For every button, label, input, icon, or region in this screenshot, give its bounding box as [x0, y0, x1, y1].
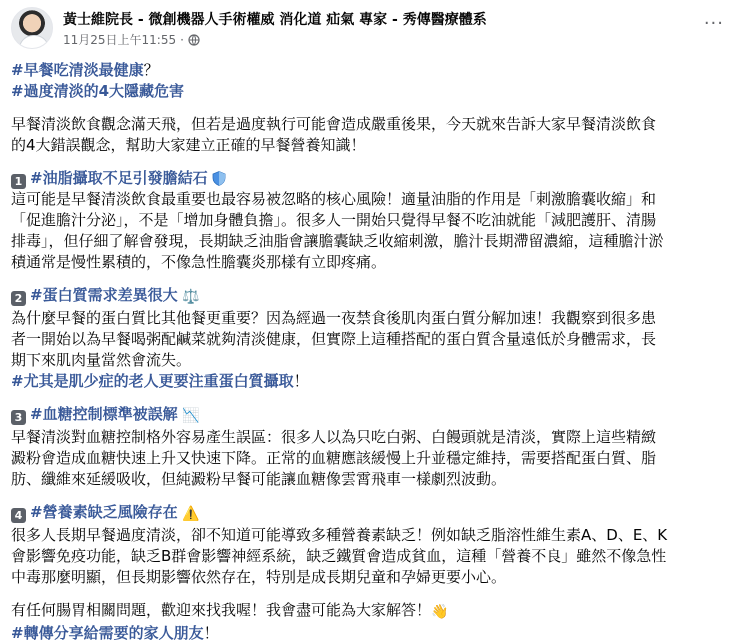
text-line: 「促進膽汁分泌」，不是「增加身體負擔」。很多人一開始只覺得早餐不吃油就能「減肥護肝、清腸: [11, 211, 657, 229]
keycap-3-icon: 3: [11, 410, 26, 425]
section-3: [11, 404, 727, 490]
section-2: [11, 285, 727, 392]
warning-icon: ⚠️: [182, 506, 200, 522]
avatar[interactable]: [11, 7, 53, 49]
shield-icon: [212, 171, 226, 186]
closing: [11, 600, 727, 644]
post-timestamp[interactable]: 11月25日上午11:55: [63, 33, 177, 47]
section-4: [11, 502, 727, 588]
intro-hashtags: [11, 60, 727, 102]
keycap-2-icon: 2: [11, 291, 26, 306]
hashtag-section-1[interactable]: #油脂攝取不足引發膽結石: [30, 169, 208, 187]
hashtag-share[interactable]: #轉傳分享給需要的家人朋友: [11, 624, 204, 642]
globe-icon[interactable]: [188, 34, 200, 46]
hashtag-breakfast-light[interactable]: #早餐吃清淡最健康: [11, 61, 144, 79]
closing-text: 有任何腸胃相關問題，歡迎來找我喔！我會盡可能為大家解答！: [11, 601, 432, 619]
author-name[interactable]: 黃士維院長 - 微創機器人手術權威 消化道 疝氣 專家 - 秀傳醫療體系: [63, 12, 487, 28]
text-line: 積通常是慢性累積的，不像急性膽囊炎那樣有立即疼痛。: [11, 253, 387, 271]
intro-paragraph: [11, 114, 727, 156]
text-line: 為什麼早餐的蛋白質比其他餐更重要？因為經過一夜禁食後肌肉蛋白質分解加速！我觀察到很多患: [11, 309, 657, 327]
text-line: 早餐清淡對血糖控制格外容易產生誤區：很多人以為只吃白粥、白饅頭就是清淡，實際上這些精緻: [11, 428, 657, 446]
text-line: 早餐清淡飲食觀念滿天飛，但若是過度執行可能會造成嚴重後果，今天就來告訴大家早餐清淡飲食: [11, 115, 657, 133]
exclamation: ！: [293, 372, 309, 390]
scales-icon: ⚖️: [182, 289, 200, 305]
keycap-1-icon: 1: [11, 174, 26, 189]
text-line: 者一開始以為早餐喝粥配鹹菜就夠清淡健康，但實際上這種搭配的蛋白質含量遠低於身體需求，長: [11, 330, 657, 348]
hashtag-hidden-harms[interactable]: #過度清淡的4大隱藏危害: [11, 82, 185, 100]
closing-exclamation: ！: [203, 624, 219, 642]
keycap-4-icon: 4: [11, 508, 26, 523]
text-line: 排毒」，但仔細了解會發現，長期缺乏油脂會讓膽囊缺乏收縮刺激，膽汁長期滯留濃縮，這種膽汁淤: [11, 232, 664, 250]
text-line: 會影響免疫功能，缺乏B群會影響神經系統，缺乏鐵質會造成貧血，這種「營養不良」雖然不像急性: [11, 547, 667, 565]
text-line: 澱粉會造成血糖快速上升又快速下降。正常的血糖應該緩慢上升並穩定維持，需要搭配蛋白質、脂: [11, 449, 657, 467]
post-header: [11, 7, 726, 51]
hashtag-section-2[interactable]: #蛋白質需求差異很大: [30, 286, 178, 304]
post-meta: [63, 31, 200, 48]
section-1: [11, 168, 727, 273]
more-options-icon[interactable]: ···: [703, 13, 724, 34]
hashtag-section-3[interactable]: #血糖控制標準被誤解: [30, 405, 178, 423]
text-line: 中毒那麼明顯，但長期影響依然存在，特別是成長期兒童和孕婦更要小心。: [11, 568, 507, 586]
text-line: 的4大錯誤觀念，幫助大家建立正確的早餐營養知識！: [11, 136, 366, 154]
text-line: 期下來肌肉量當然會流失。: [11, 351, 192, 369]
hashtag-section-4[interactable]: #營養素缺乏風險存在: [30, 503, 178, 521]
chart-icon: 📉: [182, 408, 200, 424]
text-line: 肪、纖維來延緩吸收，但純澱粉早餐可能讓血糖像雲霄飛車一樣劇烈波動。: [11, 470, 507, 488]
hashtag-sarcopenia[interactable]: #尤其是肌少症的老人更要注重蛋白質攝取: [11, 372, 294, 390]
post-body: [11, 60, 727, 644]
text-line: 這可能是早餐清淡飲食最重要也最容易被忽略的核心風險！適量油脂的作用是「刺激膽囊收縮」和: [11, 190, 657, 208]
waving-hand-icon: 👋: [431, 604, 449, 620]
question-mark: ？: [143, 61, 159, 79]
text-line: 很多人長期早餐過度清淡，卻不知道可能導致多種營養素缺乏！例如缺乏脂溶性維生素A、D、E、K: [11, 526, 668, 544]
avatar-coat: [19, 35, 49, 49]
meta-separator: ·: [180, 32, 184, 47]
